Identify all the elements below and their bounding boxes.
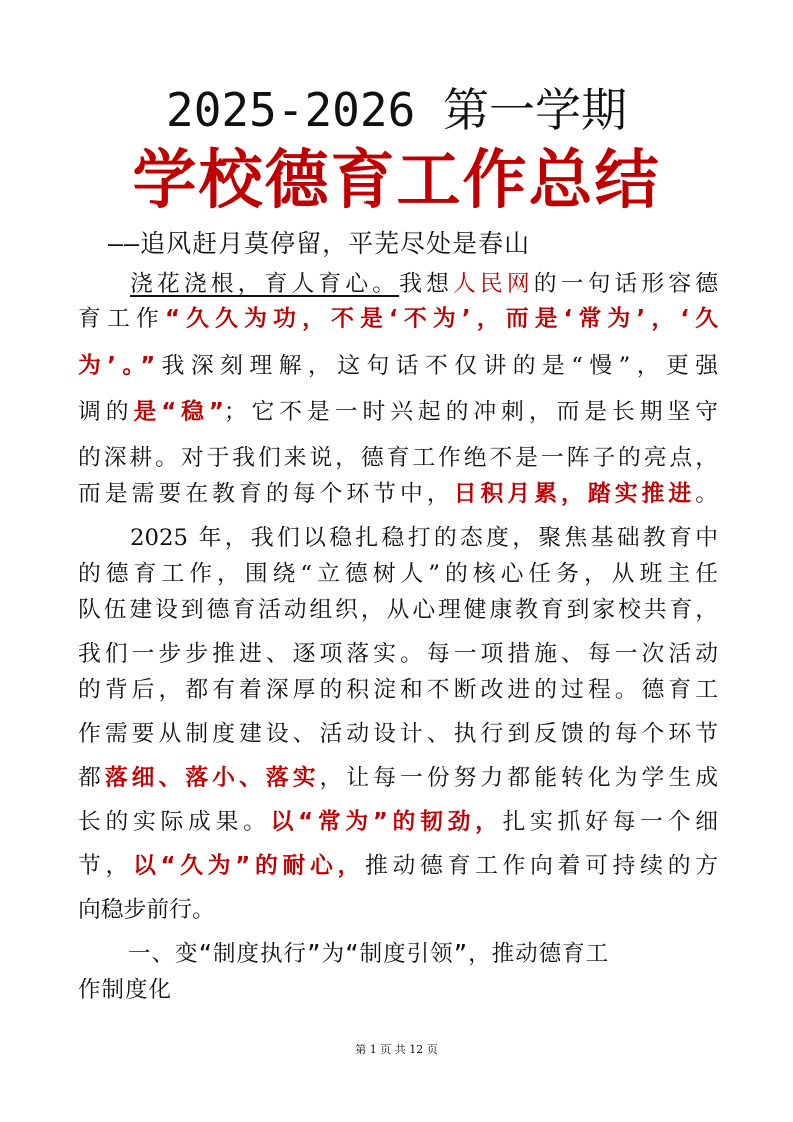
document-title-term: 2025-2026 第一学期 [166, 83, 627, 137]
paragraph-2-line-10: 向稳步前行。 [78, 897, 215, 923]
highlighted-quote-end: 为’。” [78, 353, 156, 379]
highlighted-progress: 日积月累，踏实推进 [453, 481, 696, 507]
text-span: 我深刻理解，这句话不仅讲的是“慢”，更强 [155, 353, 719, 379]
highlighted-stability: 是“稳” [133, 399, 224, 425]
paragraph-2-line-2: 的德育工作，围绕“立德树人”的核心任务，从班主任 [78, 561, 718, 587]
text-span: ，让每一份努力都能转化为学生成 [319, 765, 719, 791]
text-span: ；它不是一时兴起的冲刺，而是长期坚守 [223, 399, 719, 425]
paragraph-1-line-6 [78, 476, 718, 512]
paragraph-2-line-8 [78, 804, 718, 840]
paragraph-2-line-7 [78, 760, 718, 796]
paragraph-2-line-3: 队伍建设到德育活动组织，从心理健康教育到家校共育， [78, 597, 718, 623]
text-span: 长的实际成果。 [78, 809, 271, 835]
paragraph-1-line-3 [78, 348, 718, 384]
highlighted-quote: “久久为功，不是‘不为’，而是‘常为’，‘久 [164, 306, 718, 332]
text-span: 都 [78, 765, 105, 791]
document-main-title: 学校德育工作总结 [132, 144, 661, 218]
section-heading-1-cont: 作制度化 [78, 977, 173, 1003]
paragraph-2-line-4: 我们一步步推进、逐项落实。每一项措施、每一次活动 [78, 641, 718, 667]
paragraph-1-line-4 [78, 394, 718, 430]
text-span: 我想 [399, 271, 453, 297]
paragraph-1-line-1 [130, 266, 718, 302]
paragraph-2-line-1: 2025 年，我们以稳扎稳打的态度，聚焦基础教育中 [130, 525, 718, 551]
text-span: 育工作 [78, 306, 165, 332]
intro-phrase: 浇花浇根，育人育心。 [130, 271, 400, 297]
text-span: 扎实抓好每一个细 [502, 809, 719, 835]
section-heading-1: 一、变“制度执行”为“制度引领”，推动德育工 [128, 941, 610, 967]
paragraph-2-line-5: 的背后，都有着深厚的积淀和不断改进的过程。德育工 [78, 677, 718, 703]
text-span: 的一句话形容德 [533, 271, 719, 297]
highlighted-tenacity: 以“常为”的韧劲， [270, 809, 503, 835]
text-span: 推动德育工作向着可持续的方 [365, 853, 718, 879]
paragraph-2-line-9 [78, 848, 718, 884]
highlighted-implementation: 落细、落小、落实 [104, 765, 320, 791]
paragraph-1-line-5: 的深耕。对于我们来说，德育工作绝不是一阵子的亮点， [78, 445, 718, 471]
paragraph-2-line-6: 作需要从制度建设、活动设计、执行到反馈的每个环节 [78, 721, 718, 747]
text-span: 而是需要在教育的每个环节中， [78, 481, 454, 507]
text-span: 。 [695, 481, 719, 507]
page-footer: 第 1 页 共 12 页 [355, 1043, 438, 1056]
document-subtitle: ——追风赶月莫停留，平芜尽处是春山 [108, 229, 531, 258]
source-name: 人民网 [453, 271, 534, 297]
paragraph-1-line-2 [78, 301, 718, 337]
text-span: 调的 [78, 399, 134, 425]
text-span: 节， [78, 853, 134, 879]
highlighted-patience: 以“久为”的耐心， [133, 853, 366, 879]
